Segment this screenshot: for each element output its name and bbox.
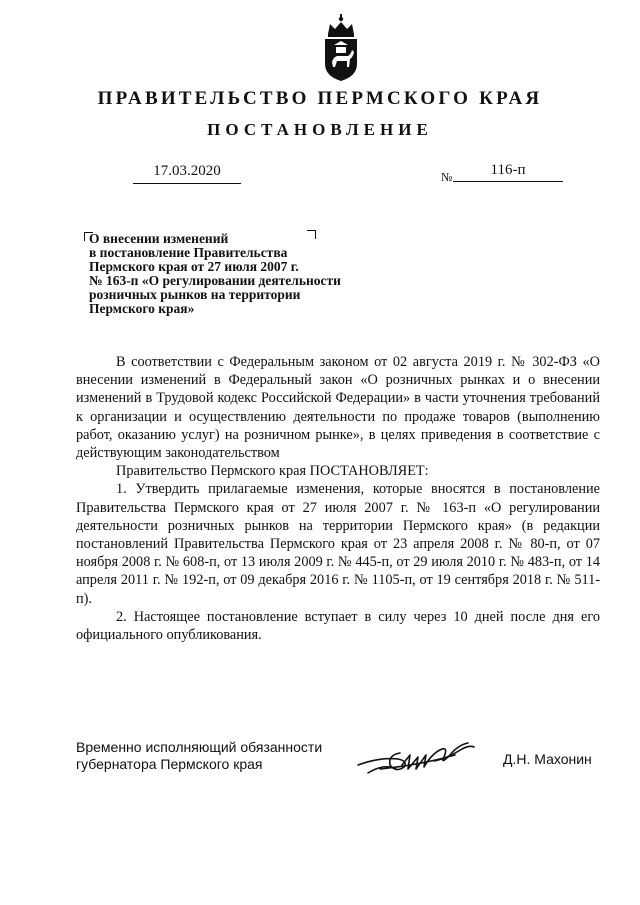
item-2-paragraph: 2. Настоящее постановление вступает в силу через 10 дней после дня его официального опубликования. — [76, 608, 600, 644]
document-body — [76, 353, 600, 644]
preamble-paragraph: В соответствии с Федеральным законом от 02 августа 2019 г. № 302-ФЗ «О внесении изменений в Федеральный закон «О розничных рынках и о внесении изменений в Трудовой кодекс Российской Федерации» в части уточнения требований к организации и осуществлению деятельности по продаже товаров (выполнению работ, оказанию услуг) на розничном рынке», в целях приведения в соответствие с действующим законодательством — [76, 354, 600, 462]
subject-line: розничных рынков на территории — [89, 287, 301, 302]
subject-line: Пермского края от 27 июля 2007 г. — [89, 259, 299, 274]
signer-position-line: Временно исполняющий обязанности — [76, 739, 323, 755]
coat-of-arms-emblem — [322, 12, 360, 82]
date-underline — [133, 183, 241, 184]
resolves-paragraph: Правительство Пермского края ПОСТАНОВЛЯЕТ: — [116, 463, 429, 480]
document-date: 17.03.2020 — [153, 163, 221, 179]
document-type: ПОСТАНОВЛЕНИЕ — [207, 120, 433, 139]
signer-position — [76, 739, 322, 773]
subject-line: О внесении изменений — [89, 231, 229, 246]
signer-name: Д.Н. Махонин — [503, 751, 592, 767]
handwritten-signature — [350, 735, 480, 780]
organization-title: ПРАВИТЕЛЬСТВО ПЕРМСКОГО КРАЯ — [97, 88, 543, 109]
subject-line: Пермского края» — [89, 301, 195, 316]
signer-position-line: губернатора Пермского края — [76, 756, 263, 772]
subject-line: № 163-п «О регулировании деятельности — [89, 273, 341, 288]
item-1-paragraph: 1. Утвердить прилагаемые изменения, которые вносятся в постановление Правительства Пермского края от 27 июля 2007 г. № 163-п «О регулировании деятельности розничных рынков на территории Пермского края» (в редакции постановлений Правительства Пермского края от 23 апреля 2008 г. № 80-п, от 07 ноября 2008 г. № 608-п, от 13 июля 2009 г. № 445-п, от 29 июля 2010 г. № 483-п, от 14 апреля 2011 г. № 192-п, от 09 декабря 2016 г. № 1105-п, от 19 сентября 2018 г. № 511-п). — [76, 481, 600, 607]
subject-line: в постановление Правительства — [89, 245, 288, 260]
document-subject — [89, 232, 341, 316]
number-sign: № — [441, 170, 453, 184]
number-underline — [453, 181, 563, 182]
document-number: 116-п — [490, 162, 526, 178]
